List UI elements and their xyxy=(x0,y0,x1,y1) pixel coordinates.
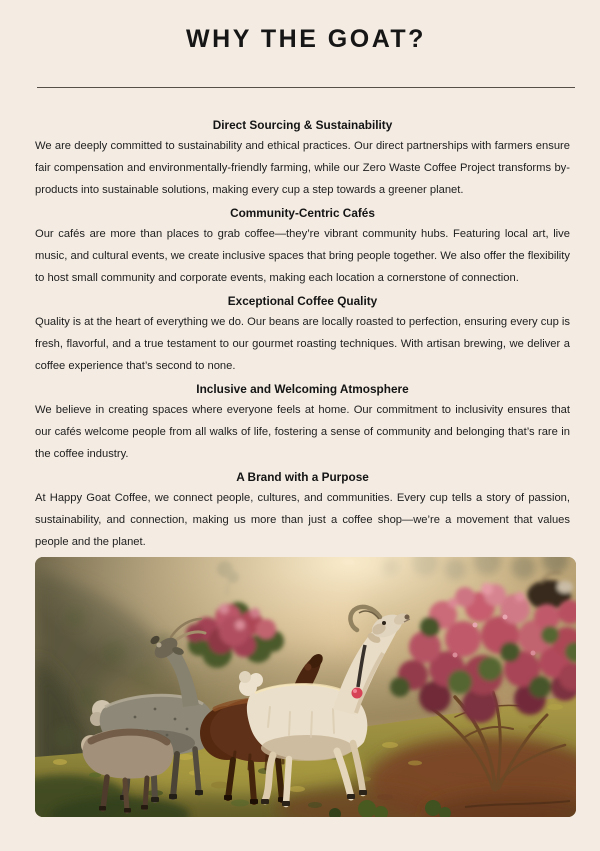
goats-hillside-illustration xyxy=(35,557,576,817)
section-body: We believe in creating spaces where everyone feels at home. Our commitment to inclusivity ensures that our cafés welcome people from all walks of life, fostering a sense of community and belonging that’s rare in the coffee industry. xyxy=(35,404,570,460)
section-body: At Happy Goat Coffee, we connect people, cultures, and communities. Every cup tells a story of passion, sustainability, and connection, making us more than just a coffee shop—we’re a movement that values people and the planet. xyxy=(35,492,570,548)
content xyxy=(35,117,570,553)
page-title: WHY THE GOAT? xyxy=(186,25,426,53)
section-heading: Exceptional Coffee Quality xyxy=(227,294,378,308)
section-direct-sourcing xyxy=(35,117,570,201)
section-body: We are deeply committed to sustainability and ethical practices. Our direct partnerships with farmers ensure fair compensation and environmentally-friendly farming, while our Zero Waste Coffee Project transforms by-products into sustainable solutions, making every cup a step towards a greener planet. xyxy=(35,140,570,196)
collar-tag xyxy=(352,688,363,699)
section-heading: Community-Centric Cafés xyxy=(230,206,375,220)
divider xyxy=(37,87,575,88)
section-heading: A Brand with a Purpose xyxy=(236,470,369,484)
section-heading: Inclusive and Welcoming Atmosphere xyxy=(196,382,409,396)
why-the-goat-page xyxy=(0,27,600,851)
section-coffee-quality xyxy=(35,293,570,377)
section-brand-purpose xyxy=(35,469,570,553)
section-inclusive-atmosphere xyxy=(35,381,570,465)
goats-on-hillside-photo xyxy=(35,557,576,817)
section-community-cafes xyxy=(35,205,570,289)
section-body: Our cafés are more than places to grab coffee—they’re vibrant community hubs. Featuring local art, live music, and cultural events, we create inclusive spaces that bring people together. We also offer the flexibility to host small community and corporate events, making each location a cornerstone of connection. xyxy=(35,228,570,284)
section-heading: Direct Sourcing & Sustainability xyxy=(212,118,393,132)
section-body: Quality is at the heart of everything we do. Our beans are locally roasted to perfection, ensuring every cup is fresh, flavorful, and a true testament to our gourmet roasting techniques. With artisan brewing, we deliver a coffee experience that’s second to none. xyxy=(35,316,570,372)
